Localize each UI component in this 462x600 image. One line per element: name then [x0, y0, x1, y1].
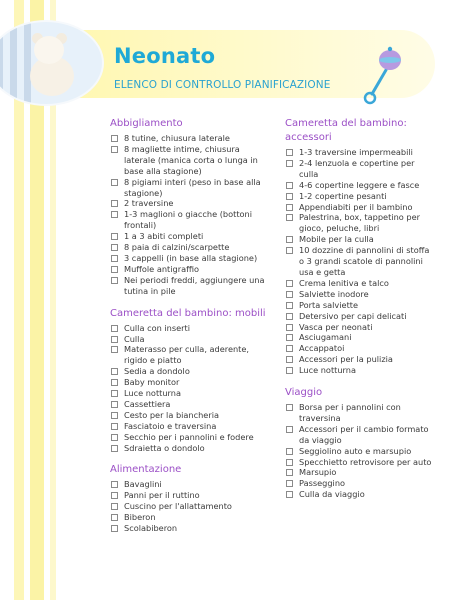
checklist-item-label: Cassettiera: [124, 398, 171, 409]
section-title: Abbigliamento: [110, 118, 183, 129]
checkbox[interactable]: [111, 445, 118, 452]
checklist-item: [110, 275, 270, 297]
checklist-item-label: Asciugamani: [299, 332, 352, 343]
checklist-item: [110, 443, 270, 454]
checklist-item-label: Baby monitor: [124, 377, 180, 388]
checklist: [110, 479, 270, 534]
checklist-item: [285, 478, 435, 489]
checkbox[interactable]: [111, 244, 118, 251]
section-viaggio: [285, 386, 435, 500]
section-abbigliamento: [110, 117, 270, 297]
checklist-item: [110, 523, 270, 534]
checkbox[interactable]: [286, 182, 293, 189]
checklist: [110, 133, 270, 297]
checkbox[interactable]: [111, 211, 118, 218]
checkbox[interactable]: [286, 356, 293, 363]
checklist-item-label: 1-3 traversine impermeabili: [299, 147, 413, 157]
checklist-item: [285, 158, 435, 180]
checklist-item: [285, 489, 435, 500]
checklist-item-label: Sdraietta o dondolo: [124, 442, 205, 453]
checklist-item-label: Nei periodi freddi, aggiungere una tutina in pile: [124, 274, 265, 296]
checkbox[interactable]: [286, 204, 293, 211]
checkbox[interactable]: [286, 302, 293, 309]
checklist-item: [285, 365, 435, 376]
checklist-item: [110, 253, 270, 264]
checklist-item: [110, 501, 270, 512]
checklist-item-label: Biberon: [124, 512, 156, 523]
checklist-item-label: Passeggino: [299, 478, 346, 489]
checklist-item: [110, 334, 270, 345]
checklist: [110, 323, 270, 454]
checkbox[interactable]: [286, 149, 293, 156]
checklist-item-label: 1 a 3 abiti completi: [124, 231, 204, 242]
checkbox[interactable]: [111, 255, 118, 262]
checklist-item: [110, 198, 270, 209]
checkbox[interactable]: [111, 336, 118, 343]
checklist-item-label: Porta salviette: [299, 299, 359, 310]
checkbox[interactable]: [286, 214, 293, 221]
checklist-item: [110, 410, 270, 421]
checklist-item: [285, 354, 435, 365]
checklist-item: [110, 177, 270, 199]
checklist-item: [285, 402, 435, 424]
checklist-item-label: Muffole antigraffio: [124, 263, 200, 274]
checklist-item-label: Salviette inodore: [299, 288, 369, 299]
checkbox[interactable]: [111, 401, 118, 408]
checkbox[interactable]: [111, 135, 118, 142]
checklist-item-label: Accessori per la pulizia: [299, 354, 393, 365]
checkbox[interactable]: [286, 247, 293, 254]
section-title: Cameretta del bambino: mobili: [110, 307, 266, 319]
checkbox[interactable]: [111, 434, 118, 441]
checklist-item: [285, 289, 435, 300]
checkbox[interactable]: [286, 459, 293, 466]
checkbox[interactable]: [286, 367, 293, 374]
checklist-item-label: 3 cappelli (in base alla stagione): [124, 252, 258, 263]
checklist-item-label: Vasca per neonati: [299, 321, 373, 332]
checklist-item: [285, 300, 435, 311]
checklist-item-label: Accessori per il cambio formato da viaggio: [299, 423, 429, 445]
checklist-item: [110, 399, 270, 410]
section-title: Viaggio: [285, 387, 323, 399]
checklist-item-label: 8 paia di calzini/scarpette: [124, 242, 230, 253]
checklist-item-label: Culla: [124, 333, 145, 344]
checkbox[interactable]: [286, 491, 293, 498]
checklist-item: [110, 344, 270, 366]
checklist-item: [285, 446, 435, 457]
checkbox[interactable]: [286, 160, 293, 167]
checklist-item: [110, 421, 270, 432]
checkbox[interactable]: [286, 469, 293, 476]
checklist-item-label: Culla con inserti: [124, 322, 190, 333]
rattle-icon: [360, 46, 408, 108]
checklist-item-label: Cuscino per l'allattamento: [124, 501, 232, 512]
checklist-item: [110, 323, 270, 334]
checklist-item-label: Sedia a dondolo: [124, 366, 190, 377]
checklist-item: [110, 490, 270, 501]
checklist-item: [285, 180, 435, 191]
checkbox[interactable]: [111, 200, 118, 207]
checklist-item-label: Specchietto retrovisore per auto: [299, 456, 432, 467]
checkbox[interactable]: [111, 390, 118, 397]
checklist-item-label: 2 traversine: [124, 198, 174, 209]
checkbox[interactable]: [111, 266, 118, 273]
checkbox[interactable]: [286, 280, 293, 287]
checklist-item: [110, 366, 270, 377]
checklist: [285, 147, 435, 376]
checkbox[interactable]: [111, 525, 118, 532]
checkbox[interactable]: [286, 291, 293, 298]
crib-bar: [24, 22, 31, 104]
checklist-item-label: 8 magliette intime, chiusura laterale (manica corta o lunga in base alla stagione): [124, 143, 258, 176]
section-title: Cameretta del bambino: accessori: [285, 118, 407, 143]
checkbox[interactable]: [286, 426, 293, 433]
checklist-item: [110, 479, 270, 490]
checklist-item-label: Culla da viaggio: [299, 489, 365, 500]
checklist-item-label: 10 dozzine di pannolini di stoffa o 3 grandi scatole di pannolini usa e getta: [299, 245, 430, 277]
checklist-item-label: Marsupio: [299, 467, 337, 478]
checklist-item: [110, 144, 270, 177]
checklist-item-label: Panni per il ruttino: [124, 490, 200, 501]
checklist-item-label: Luce notturna: [124, 388, 181, 399]
checklist-item: [285, 278, 435, 289]
checklist-item: [110, 377, 270, 388]
checklist-item: [285, 245, 435, 278]
checklist-item: [285, 322, 435, 333]
checklist-item-label: Accappatoi: [299, 343, 345, 354]
checklist-item: [110, 512, 270, 523]
section-mobili: [110, 307, 270, 454]
checklist-item-label: Cesto per la biancheria: [124, 409, 220, 420]
checkbox[interactable]: [286, 345, 293, 352]
checkbox[interactable]: [111, 423, 118, 430]
checkbox[interactable]: [286, 313, 293, 320]
checklist-item-label: Fasciatoio e traversina: [124, 420, 217, 431]
checklist-item: [285, 467, 435, 478]
checkbox[interactable]: [111, 503, 118, 510]
checklist-item: [285, 147, 435, 158]
checklist-item-label: Luce notturna: [299, 365, 356, 376]
checklist-item: [285, 424, 435, 446]
checkbox[interactable]: [286, 404, 293, 411]
checklist-item-label: Borsa per i pannolini con traversina: [299, 402, 401, 423]
checklist-item-label: Secchio per i pannolini e fodere: [124, 431, 254, 442]
checklist-item-label: 4-6 copertine leggere e fasce: [299, 179, 420, 190]
teddy-bear-head: [34, 36, 64, 64]
checkbox[interactable]: [111, 412, 118, 419]
section-accessori: [285, 117, 435, 376]
checkbox[interactable]: [111, 492, 118, 499]
checklist-item-label: 1-2 copertine pesanti: [299, 190, 387, 201]
checkbox[interactable]: [111, 179, 118, 186]
checklist: [285, 402, 435, 500]
right-column: [285, 115, 435, 510]
checklist-item-label: Bavaglini: [124, 479, 162, 490]
checkbox[interactable]: [111, 146, 118, 153]
checklist-item-label: 8 tutine, chiusura laterale: [124, 133, 230, 143]
checklist-item-label: Palestrina, box, tappetino per gioco, peluche, libri: [299, 212, 420, 234]
checkbox[interactable]: [111, 346, 118, 353]
checklist-item-label: Crema lenitiva e talco: [299, 277, 389, 288]
checkbox[interactable]: [286, 448, 293, 455]
checkbox[interactable]: [111, 514, 118, 521]
checkbox[interactable]: [286, 334, 293, 341]
checklist-item-label: 8 pigiami interi (peso in base alla stagione): [124, 176, 261, 198]
checkbox[interactable]: [111, 368, 118, 375]
checklist-item-label: Seggiolino auto e marsupio: [299, 445, 412, 456]
crib-bar: [0, 22, 3, 104]
page-subtitle: ELENCO DI CONTROLLO PIANIFICAZIONE: [114, 79, 331, 91]
checklist-item: [285, 332, 435, 343]
checklist-item: [110, 388, 270, 399]
checkbox[interactable]: [286, 480, 293, 487]
left-column: [110, 115, 270, 544]
checklist-item: [285, 311, 435, 322]
checklist-item: [285, 343, 435, 354]
checkbox[interactable]: [111, 379, 118, 386]
section-alimentazione: [110, 463, 270, 534]
checklist-item: [110, 242, 270, 253]
checklist-item: [110, 231, 270, 242]
checkbox[interactable]: [111, 277, 118, 284]
checklist-item-label: Appendiabiti per il bambino: [299, 201, 413, 212]
checklist-item: [285, 212, 435, 234]
checkbox[interactable]: [111, 233, 118, 240]
checklist-item-label: Materasso per culla, aderente, rigido e piatto: [124, 344, 250, 366]
checklist-item-label: 2-4 lenzuola e copertine per culla: [299, 157, 415, 179]
checklist-item: [285, 202, 435, 213]
checklist-item: [110, 432, 270, 443]
checklist-item: [285, 457, 435, 468]
checklist-item-label: Scolabiberon: [124, 523, 178, 534]
checklist-item-label: Mobile per la culla: [299, 234, 374, 245]
checklist-item: [110, 209, 270, 231]
checklist-item: [285, 234, 435, 245]
checklist-item-label: Detersivo per capi delicati: [299, 310, 407, 321]
page-title: Neonato: [114, 44, 216, 68]
checkbox[interactable]: [111, 325, 118, 332]
checklist-item: [285, 191, 435, 202]
checkbox[interactable]: [286, 193, 293, 200]
checkbox[interactable]: [111, 481, 118, 488]
checklist-item-label: 1-3 maglioni o giacche (bottoni frontali): [124, 209, 253, 231]
checkbox[interactable]: [286, 236, 293, 243]
crib-bar: [10, 22, 17, 104]
checklist-item: [110, 133, 270, 144]
section-title: Alimentazione: [110, 464, 182, 476]
checkbox[interactable]: [286, 324, 293, 331]
checklist-item: [110, 264, 270, 275]
